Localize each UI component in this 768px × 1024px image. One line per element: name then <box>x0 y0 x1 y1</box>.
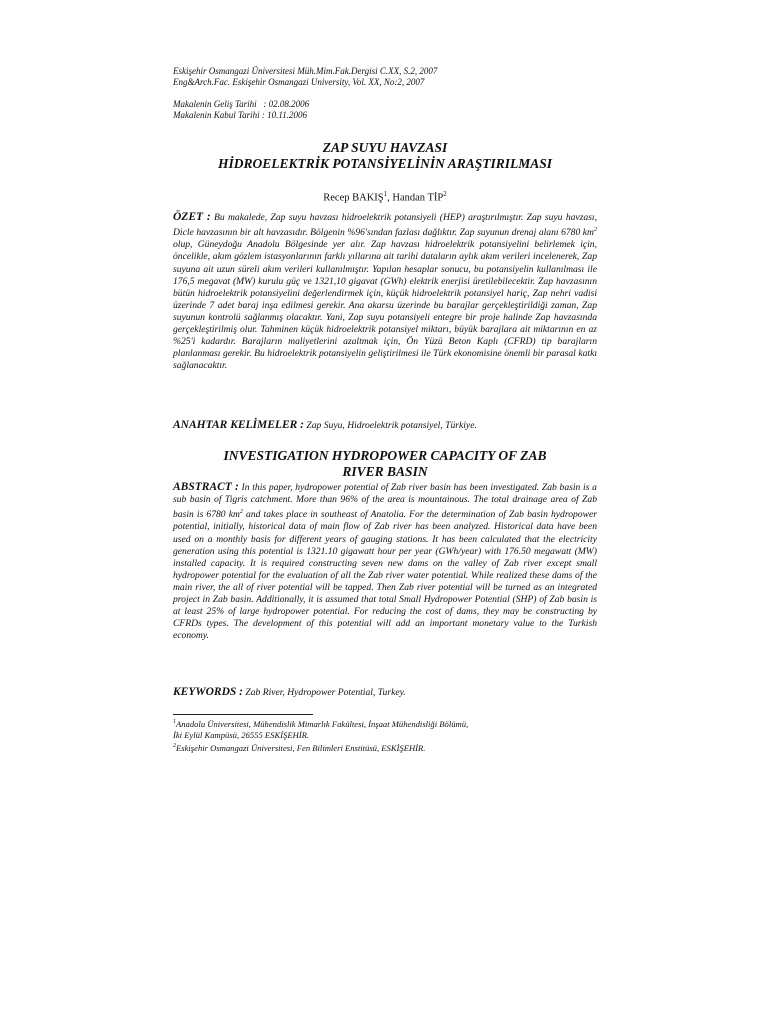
footnote-text: Eskişehir Osmangazi Üniversitesi, Fen Bilimleri Enstitüsü, ESKİŞEHİR. <box>176 742 426 753</box>
title-tr-line2: HİDROELEKTRİK POTANSİYELİNİN ARAŞTIRILMASI <box>217 156 553 171</box>
received-date: Makalenin Geliş Tarihi : 02.08.2006 <box>173 99 310 109</box>
author-name: Handan TİP <box>392 192 444 204</box>
title-english <box>173 448 597 480</box>
keywords <box>173 686 597 699</box>
title-en-line1: INVESTIGATION HYDROPOWER CAPACITY OF ZAB <box>223 448 547 463</box>
author-affiliation-mark: 1 <box>383 190 388 198</box>
ozet-text: olup, Güneydoğu Anadolu Bölgesinde yer alır. Zap havzası hidroelektrik potansiyelini belirlemek için, öncelikle, akım gözlem istasyonlarının farklı yıllarına ait tarihi dataların aylık akım verileri incelenerek, Zap suyuna ait uzun süreli akım verileri kullanılmıştır. Yapılan hesaplar sonucu, bu potansiyelin kullanılması ile 176,5 megavat (MW) kurulu güç ve 1321,10 gigavat (GWh) elektrik enerjisi üretilebilecektir. Zap havzasının bütün hidroelektrik potansiyelini değerlendirmek için, küçük hidroelektrik potansiyel hariç, Zap nehri vadisi üzerinde 7 adet baraj inşa edilmesi gerekir. Ana akarsu üzerinde bu barajlar gerçekleştirildiği zaman, Zap suyunun kontrolü sağlanmış olacaktır. Yani, Zap suyu potansiyeli entegre bir proje halinde Zap havzasında gerçekleştirilmiş olur. Tahminen küçük hidroelektrik potansiyel miktarı, büyük barajlara ait miktarının en az %25'i kadardır. Barajların maliyetlerini azaltmak için, Ön Yüzü Beton Kaplı (CFRD) tip barajların planlanması gerekir. Bu hidroelektrik potansiyelin geliştirilmesi ile Türk ekonomisine önemli bir parasal katkı sağlanacaktır. <box>173 239 597 372</box>
ozet-text: Bu makalede, Zap suyu havzası hidroelektrik potansiyeli (HEP) araştırılmıştır. Zap suyu havzası, Dicle havzasının bir alt havzasıdır. Bölgenin %96'sından fazlası dağlıktır. Zap suyunun drenaj alanı 6780 km <box>173 212 597 239</box>
abstract-superscript: 2 <box>239 509 243 516</box>
keywords-text: Zab River, Hydropower Potential, Turkey. <box>242 687 406 698</box>
journal-line-en: Eng&Arch.Fac. Eskişehir Osmangazi University, Vol. XX, No:2, 2007 <box>173 77 425 87</box>
abstract-text: In this paper, hydropower potential of Zab river basin has been investigated. Zab basin is a sub basin of Tigris catchment. More than 96% of the area is mountainous. The total drainage area of Zab basin is 6780 km <box>173 482 597 521</box>
ozet-superscript: 2 <box>594 227 597 234</box>
footnote-2 <box>173 741 597 754</box>
footnote-1 <box>173 717 597 730</box>
author-affiliation-mark: 2 <box>443 190 447 198</box>
ozet-label: ÖZET : <box>173 211 211 223</box>
title-turkish <box>173 140 597 172</box>
footnote-mark: 1 <box>173 719 176 725</box>
footnote-text: Anadolu Üniversitesi, Mühendislik Mimarlık Fakültesi, İnşaat Mühendisliği Bölümü, <box>176 718 469 729</box>
title-en-line2: RIVER BASIN <box>342 464 428 479</box>
anahtar-kelimeler <box>173 419 597 432</box>
anahtar-label: ANAHTAR KELİMELER : <box>173 419 305 431</box>
footnote-mark: 2 <box>173 742 176 749</box>
author-name: Recep BAKIŞ <box>323 192 384 204</box>
journal-line-tr: Eskişehir Osmangazi Üniversitesi Müh.Mim.Fak.Dergisi C.XX, S.2, 2007 <box>173 66 438 76</box>
abstract-paragraph <box>173 481 597 642</box>
keywords-label: KEYWORDS : <box>173 686 243 698</box>
abstract-label: ABSTRACT : <box>173 481 239 493</box>
author-separator: , <box>387 192 393 204</box>
ozet-paragraph <box>173 211 597 372</box>
footnote-divider <box>173 714 313 715</box>
author-list <box>173 190 597 204</box>
anahtar-text: Zap Suyu, Hidroelektrik potansiyel, Türkiye. <box>304 420 477 431</box>
footnote-1-cont: İki Eylül Kampüsü, 26555 ESKİŞEHİR. <box>173 729 310 740</box>
footnotes <box>173 717 597 754</box>
journal-header <box>173 66 597 88</box>
accepted-date: Makalenin Kabul Tarihi : 10.11.2006 <box>173 110 308 120</box>
title-tr-line1: ZAP SUYU HAVZASI <box>322 140 448 155</box>
abstract-text: and takes place in southeast of Anatolia. For the determination of Zab basin hydropower potential, initially, historical data of main flow of Zab river has been analyzed. Historical data have been used on a monthly basis for different years of gauging stations. It has been calculated that the electricity generation using this potential is 1321.10 gigawatt hour per year (GWh/year) with 176.50 megawatt (MW) installed capacity. It is required constructing seven new dams on the valley of Zab river except small hydropower potential for the evaluation of all the Zab river water potential. While realized these dams of the main river, the all of river potential will be tapped. Then Zab river potential will be turned as an integrated project in Zab basin. Additionally, it is assumed that total Small Hydropower Potential (SHP) of Zab basin is at least 25% of large hydropower potential. For reducing the cost of dams, they may be constructing by CFRDs types. The development of this potential will add an important monetary value to the Turkish economy. <box>173 509 597 642</box>
article-dates <box>173 99 597 121</box>
